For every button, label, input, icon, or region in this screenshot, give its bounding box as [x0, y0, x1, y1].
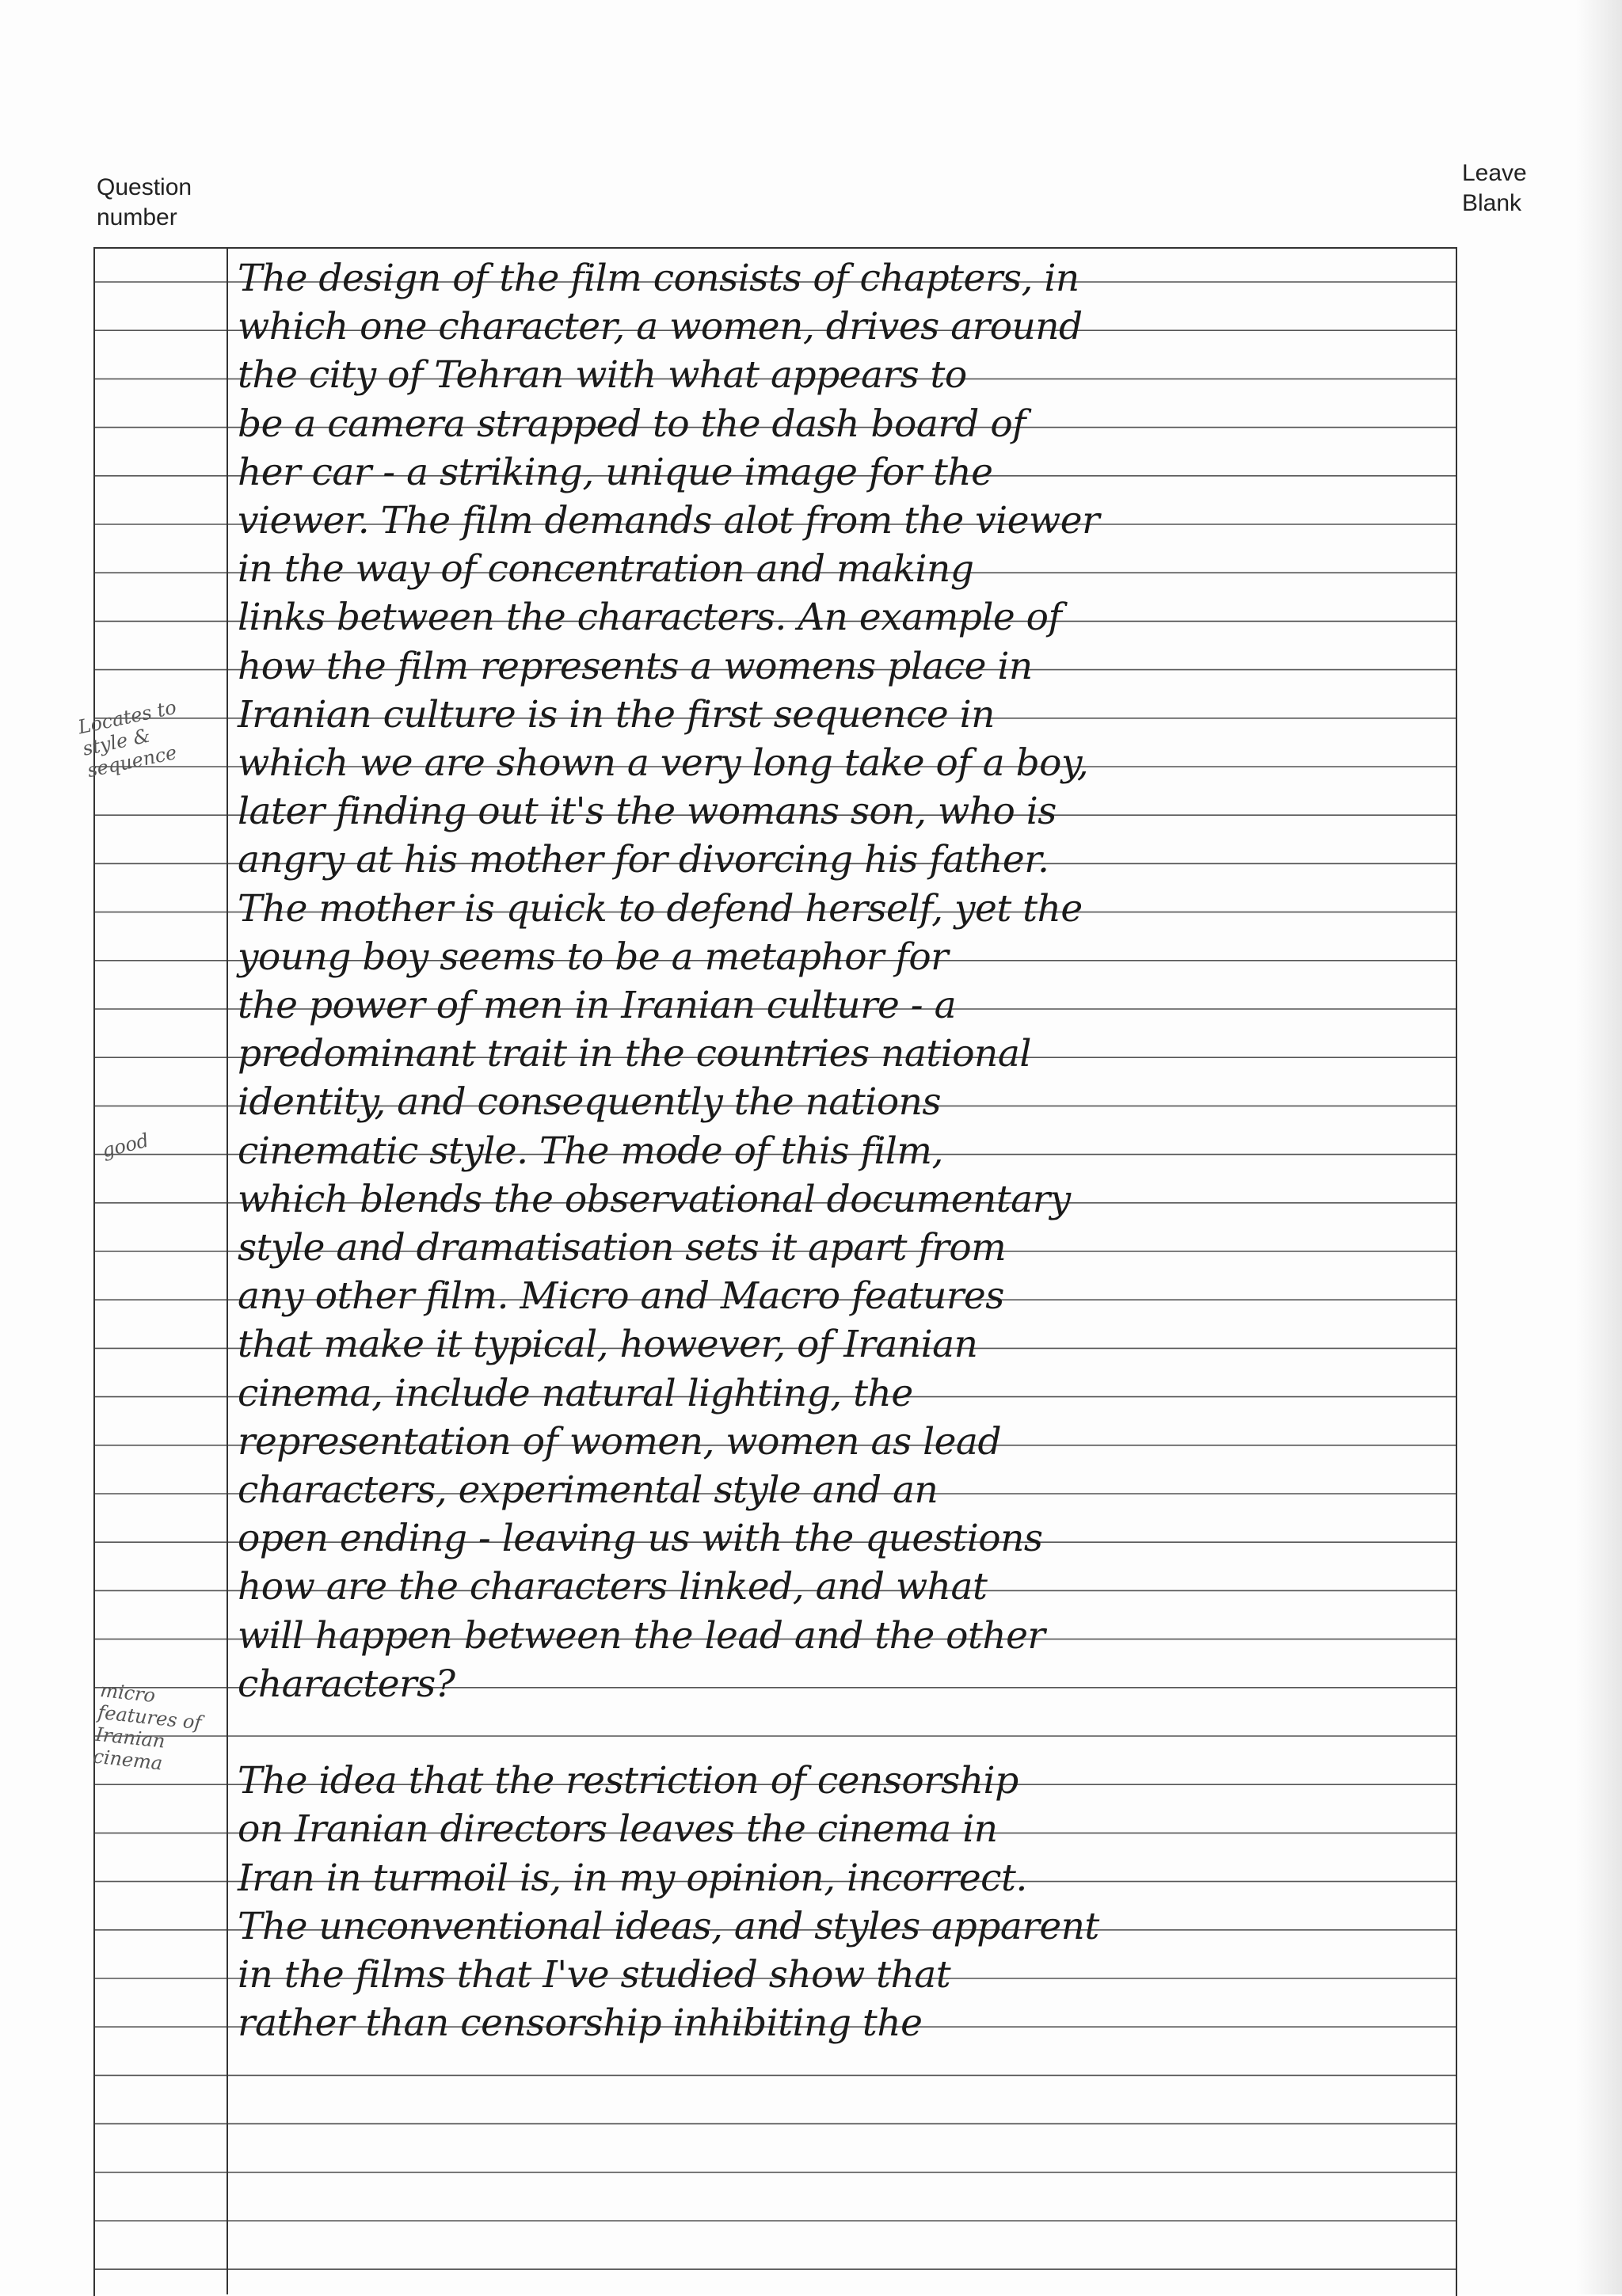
- handwritten-line: The design of the film consists of chapters, in: [238, 257, 1079, 300]
- handwritten-line: Iranian culture is in the first sequence in: [238, 692, 995, 737]
- scan-edge-shadow: [1576, 0, 1622, 2294]
- handwritten-line: which blends the observational documentary: [238, 1177, 1071, 1221]
- handwritten-line: be a camera strapped to the dash board of: [238, 402, 1026, 446]
- handwritten-line: in the films that I've studied show that: [238, 1953, 951, 1997]
- handwritten-line: which we are shown a very long take of a boy,: [238, 741, 1089, 785]
- handwritten-line: the power of men in Iranian culture - a: [238, 984, 957, 1027]
- handwritten-line: how are the characters linked, and what: [238, 1565, 988, 1609]
- handwritten-line: her car - a striking, unique image for the: [238, 450, 993, 494]
- handwritten-line: will happen between the lead and the other: [238, 1613, 1045, 1658]
- handwritten-line: The idea that the restriction of censorship: [238, 1759, 1019, 1803]
- handwritten-line: the city of Tehran with what appears to: [238, 353, 967, 398]
- handwritten-line: links between the characters. An example of: [238, 596, 1062, 640]
- margin-note-style-sequence: Locates to style & sequence: [76, 695, 179, 782]
- margin-note-good: good: [100, 1129, 151, 1163]
- handwritten-line: that make it typical, however, of Iranian: [238, 1323, 978, 1367]
- handwritten-line: The mother is quick to defend herself, yet the: [238, 886, 1083, 931]
- handwritten-line: open ending - leaving us with the questions: [238, 1517, 1043, 1561]
- handwritten-line: Iran in turmoil is, in my opinion, incorrect.: [238, 1856, 1027, 1900]
- handwritten-line: on Iranian directors leaves the cinema in: [238, 1807, 998, 1852]
- handwritten-line: rather than censorship inhibiting the: [238, 2001, 923, 2046]
- handwritten-line: identity, and consequently the nations: [238, 1080, 941, 1125]
- margin-rule: [227, 247, 228, 2294]
- handwritten-line: which one character, a women, drives around: [238, 305, 1083, 349]
- handwritten-line: style and dramatisation sets it apart from: [238, 1226, 1007, 1270]
- handwritten-line: young boy seems to be a metaphor for: [238, 935, 949, 979]
- handwritten-line: in the way of concentration and making: [238, 547, 974, 592]
- handwritten-line: predominant trait in the countries national: [238, 1032, 1031, 1076]
- question-number-label: Question number: [97, 174, 192, 230]
- handwritten-line: characters?: [238, 1662, 455, 1706]
- handwritten-line: cinema, include natural lighting, the: [238, 1371, 913, 1415]
- handwritten-line: later finding out it's the womans son, who is: [238, 790, 1057, 834]
- handwritten-line: cinematic style. The mode of this film,: [238, 1129, 943, 1173]
- handwritten-line: The unconventional ideas, and styles apparent: [238, 1904, 1099, 1948]
- handwritten-line: angry at his mother for divorcing his father.: [238, 838, 1049, 882]
- leave-blank-label: Leave Blank: [1462, 160, 1527, 216]
- handwritten-line: any other film. Micro and Macro features: [238, 1274, 1004, 1319]
- margin-note-micro-features: micro features of Iranian cinema: [92, 1679, 203, 1775]
- handwritten-line: characters, experimental style and an: [238, 1468, 939, 1512]
- handwritten-line: viewer. The film demands alot from the viewer: [238, 499, 1100, 543]
- handwritten-line: how the film represents a womens place in: [238, 644, 1033, 688]
- handwritten-line: representation of women, women as lead: [238, 1419, 1002, 1464]
